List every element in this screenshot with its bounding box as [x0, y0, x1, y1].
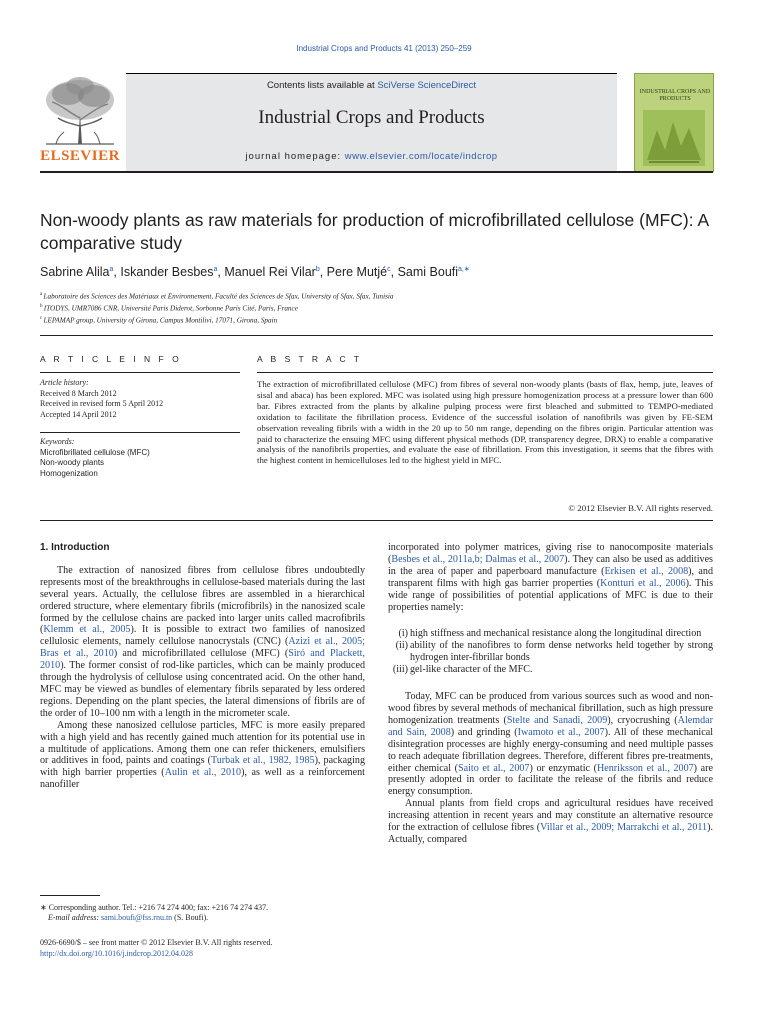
list-item-number: (i): [398, 628, 408, 640]
affiliation-item: $^b$ ITODYS, UMR7086 CNR, Université Paris Diderot, Sorbonne Paris Cité, Paris, France: [40, 303, 298, 313]
history-revised: Received in revised form 5 April 2012: [40, 399, 164, 408]
header-divider: [40, 171, 713, 173]
citation-link[interactable]: Stelte and Sanadi, 2009: [506, 714, 608, 726]
email-line: [40, 913, 370, 923]
doi-link[interactable]: http://dx.doi.org/10.1016/j.indcrop.2012.04.028: [40, 949, 193, 958]
affiliation-marker: a: [40, 292, 44, 297]
article-info-divider: [40, 372, 240, 373]
history-divider: [40, 432, 240, 433]
front-matter-info: [40, 937, 370, 959]
history-label: Article history:: [40, 378, 89, 387]
citation-link[interactable]: Alemdar and Sain, 2008: [388, 714, 713, 738]
author-affiliation-marker[interactable]: b: [315, 266, 320, 273]
author-name: Iskander Besbes: [120, 265, 214, 280]
email-link[interactable]: sami.boufi@fss.rnu.tn: [101, 913, 173, 922]
citation-link[interactable]: Siró and Plackett, 2010: [40, 648, 365, 672]
affiliation-divider: [40, 335, 713, 336]
email-label: E-mail address:: [48, 913, 102, 922]
article-title: Non-woody plants as raw materials for production of microfibrillated cellulose (MFC): A comparative study: [40, 210, 709, 253]
author-name: Pere Mutjé: [326, 265, 388, 280]
list-item: (iii) gel-like character of the MFC.: [388, 664, 713, 676]
abstract-divider: [257, 372, 713, 373]
keyword-item: Non-woody plants: [40, 458, 105, 467]
cover-illustration-icon: [643, 110, 705, 166]
abstract-text: The extraction of microfibrillated cellulose (MFC) from fibres of several non-woody plants (basts of flax, hemp, jute, leaves of sisal and abaca) has been explored. MFC was isolated using high pressure homogenization process at a pressure lower than 600 bar. Fibres extracted from the plants by alkaline pulping process were first bleached and submitted to TEMPO-mediated oxidation to facilitate the fibrillation process. Evidence of the successful isolation of nanofibrils was given by FE-SEM observation revealing fibrils with a width in the 20 up to 50 nm range, depending on the fibres origin. Particular attention was paid to characterize the ensuing MFC using different physical methods (DP, transparency degree, DRX) to enable a comparative analysis of the nanofibrils properties, and evaluate the ease of fibrillation. From this investigation, it seems that the fibres with the highest content in hemicelluloses led to the highest yield in MFC.: [257, 379, 713, 466]
article-history: [40, 378, 240, 420]
author-affiliation-marker[interactable]: c: [387, 266, 391, 273]
citation-link[interactable]: Azizi et al., 2005; Bras et al., 2010: [40, 636, 365, 660]
section-heading-introduction: 1. Introduction: [40, 542, 110, 553]
body-right-column: [388, 542, 713, 846]
keywords-label: Keywords:: [40, 437, 75, 446]
author-list: Sabrine Alila$^a$, Iskander Besbes$^a$, Manuel Rei Vilar$^b$, Pere Mutjé$^c$, Sami Boufi$^{a,∗}$: [40, 265, 470, 280]
property-list: [388, 628, 713, 676]
cover-title: INDUSTRIAL CROPS AND PRODUCTS: [639, 89, 711, 102]
citation-link[interactable]: Kontturi et al., 2006: [600, 577, 686, 589]
affiliation-item: $^a$ Laboratoire des Sciences des Matériaux et Environnement, Faculté des Sciences de Sfax, University of Sfax, Sfax, Tunisia: [40, 292, 394, 301]
citation-link[interactable]: Besbes et al., 2011a,b; Dalmas et al., 2007: [391, 553, 565, 565]
journal-name: Industrial Crops and Products: [258, 107, 485, 128]
affiliation-marker: b: [40, 303, 44, 309]
footnote-divider: [40, 895, 100, 896]
history-accepted: Accepted 14 April 2012: [40, 409, 117, 419]
corresponding-author: ∗ Corresponding author. Tel.: +216 74 274 400; fax: +216 74 274 437.: [40, 903, 269, 912]
author-name: Sami Boufi: [397, 265, 459, 280]
citation-link[interactable]: Henriksson et al., 2007: [596, 762, 694, 774]
keyword-item: Homogenization: [40, 468, 98, 478]
body-left-column: [40, 542, 365, 791]
author-affiliation-marker[interactable]: a: [213, 266, 218, 273]
contents-prefix: Contents lists available at: [266, 80, 378, 91]
contents-availability-line: [126, 80, 617, 91]
article-info-heading: A R T I C L E I N F O: [40, 354, 182, 364]
journal-reference-link[interactable]: Industrial Crops and Products 41 (2013) 250–259: [296, 44, 472, 53]
list-item: (ii) ability of the nanofibres to form dense networks held together by strong hydrogen inter-fibrillar bonds: [388, 640, 713, 664]
keyword-item: Microfibrillated cellulose (MFC): [40, 447, 150, 457]
journal-homepage-link[interactable]: www.elsevier.com/locate/indcrop: [344, 151, 498, 162]
citation-link[interactable]: Saito et al., 2007: [458, 762, 530, 774]
affiliation-item: $^c$ LEPAMAP group, University of Girona, Campus Montilivi, 17071, Girona, Spain: [40, 315, 278, 325]
citation-link[interactable]: Aulin et al., 2010: [164, 767, 242, 779]
list-item-number: (iii): [392, 664, 408, 676]
journal-homepage-line: [126, 151, 617, 162]
affiliations: [40, 290, 720, 326]
paragraph: Among these nanosized cellulose particles, MFC is more easily prepared with a high yield and has recently gained much attention for its potential use in a multitude of applications. Among them one can refer thickeners, emulsifiers or additives in food, paints and coatings (Turbak et al., 1982, 1985), packaging with high barrier properties (Aulin et al., 2010), as well as a reinforcement nanofiller: [40, 719, 366, 791]
list-item: (i) high stiffness and mechanical resistance along the longitudinal direction: [388, 628, 713, 640]
author-affiliation-marker[interactable]: a: [109, 266, 114, 273]
elsevier-wordmark: ELSEVIER: [40, 148, 120, 164]
abstract-heading: A B S T R A C T: [257, 354, 363, 364]
paragraph: Today, MFC can be produced from various sources such as wood and non-wood fibres by several methods of mechanical fibrillation, such as high pressure homogenization treatments (Stelte and Sanadi, 2009), cryocrushing (Alemdar and Sain, 2008) and grinding (Iwamoto et al., 2007). All of these mechanical disintegration processes are highly energy-consuming and need multiple passes to reach adequate fibrillation degrees. Therefore, different fibres pre-treatments, either chemical (Saito et al., 2007) or enzymatic (Henriksson et al., 2007) are presently adopted in order to facilitate the release of the fibrils and reduce energy consumption.: [388, 691, 713, 798]
corresponding-author-footnote: [40, 903, 370, 923]
abstract-copyright: © 2012 Elsevier B.V. All rights reserved.: [568, 503, 713, 513]
abstract-end-divider: [40, 520, 713, 521]
affiliation-marker: c: [40, 315, 44, 321]
history-received: Received 8 March 2012: [40, 388, 117, 398]
homepage-prefix: journal homepage:: [245, 151, 345, 162]
journal-cover-thumbnail[interactable]: [634, 73, 714, 172]
citation-link[interactable]: Erkisen et al., 2008: [604, 565, 689, 577]
paragraph: The extraction of nanosized fibres from cellulose fibres undoubtedly represents most of the breakthroughs in cellulose-based materials during the last several years. Actually, the cellulose fibres are assembled in a hierarchical ordered structure, where elementary fibrils (microfibrils) in the nanosized scale formed by the cellulose chains are packed into larger units called macrofibrils (Klemm et al., 2005). It is possible to extract two families of nanosized cellulosic elements, namely cellulose nanocrystals (CNC) (Azizi et al., 2005; Bras et al., 2010) and microfibrillated cellulose (MFC) (Siró and Plackett, 2010). The former consist of rod-like particles, which can be mainly produced through the hydrolysis of cellulose using concentrated acid. On the other hand, MFC may be viewed as bundles of elementary fibrils separated by less ordered regions. Depending on the plant species, the lateral dimensions of fibrils are of the order of 10–100 nm with a length in the micrometer scale.: [40, 564, 366, 719]
email-suffix: (S. Boufi).: [172, 913, 209, 922]
citation-link[interactable]: Villar et al., 2009; Marrakchi et al., 2011: [540, 822, 708, 834]
paragraph: incorporated into polymer matrices, giving rise to nanocomposite materials (Besbes et al., 2011a,b; Dalmas et al., 2007). They can also be used as additives in the area of paper and paperboard manufacture (Erkisen et al., 2008), and transparent films with high gas barrier properties (Kontturi et al., 2006). This wide range of possibilities of potential applications of MFC is due to their properties namely:: [388, 542, 714, 613]
author-affiliation-marker[interactable]: a,∗: [458, 266, 470, 273]
paragraph: Annual plants from field crops and agricultural residues have received increasing attention in recent years and may constitute an alternative resource for the extraction of cellulose fibres (Villar et al., 2009; Marrakchi et al., 2011). Actually, compared: [388, 798, 713, 845]
citation-link[interactable]: Iwamoto et al., 2007: [517, 726, 605, 738]
author-name: Sabrine Alila: [40, 265, 110, 280]
citation-link[interactable]: Klemm et al., 2005: [43, 624, 131, 636]
citation-link[interactable]: Turbak et al., 1982, 1985: [210, 755, 315, 767]
issn-line: 0926-6690/$ – see front matter © 2012 Elsevier B.V. All rights reserved.: [40, 938, 273, 947]
author-name: Manuel Rei Vilar: [224, 265, 316, 280]
keywords: [40, 437, 240, 479]
list-item-number: (ii): [395, 640, 408, 652]
sciencedirect-link[interactable]: SciVerse ScienceDirect: [377, 80, 477, 91]
